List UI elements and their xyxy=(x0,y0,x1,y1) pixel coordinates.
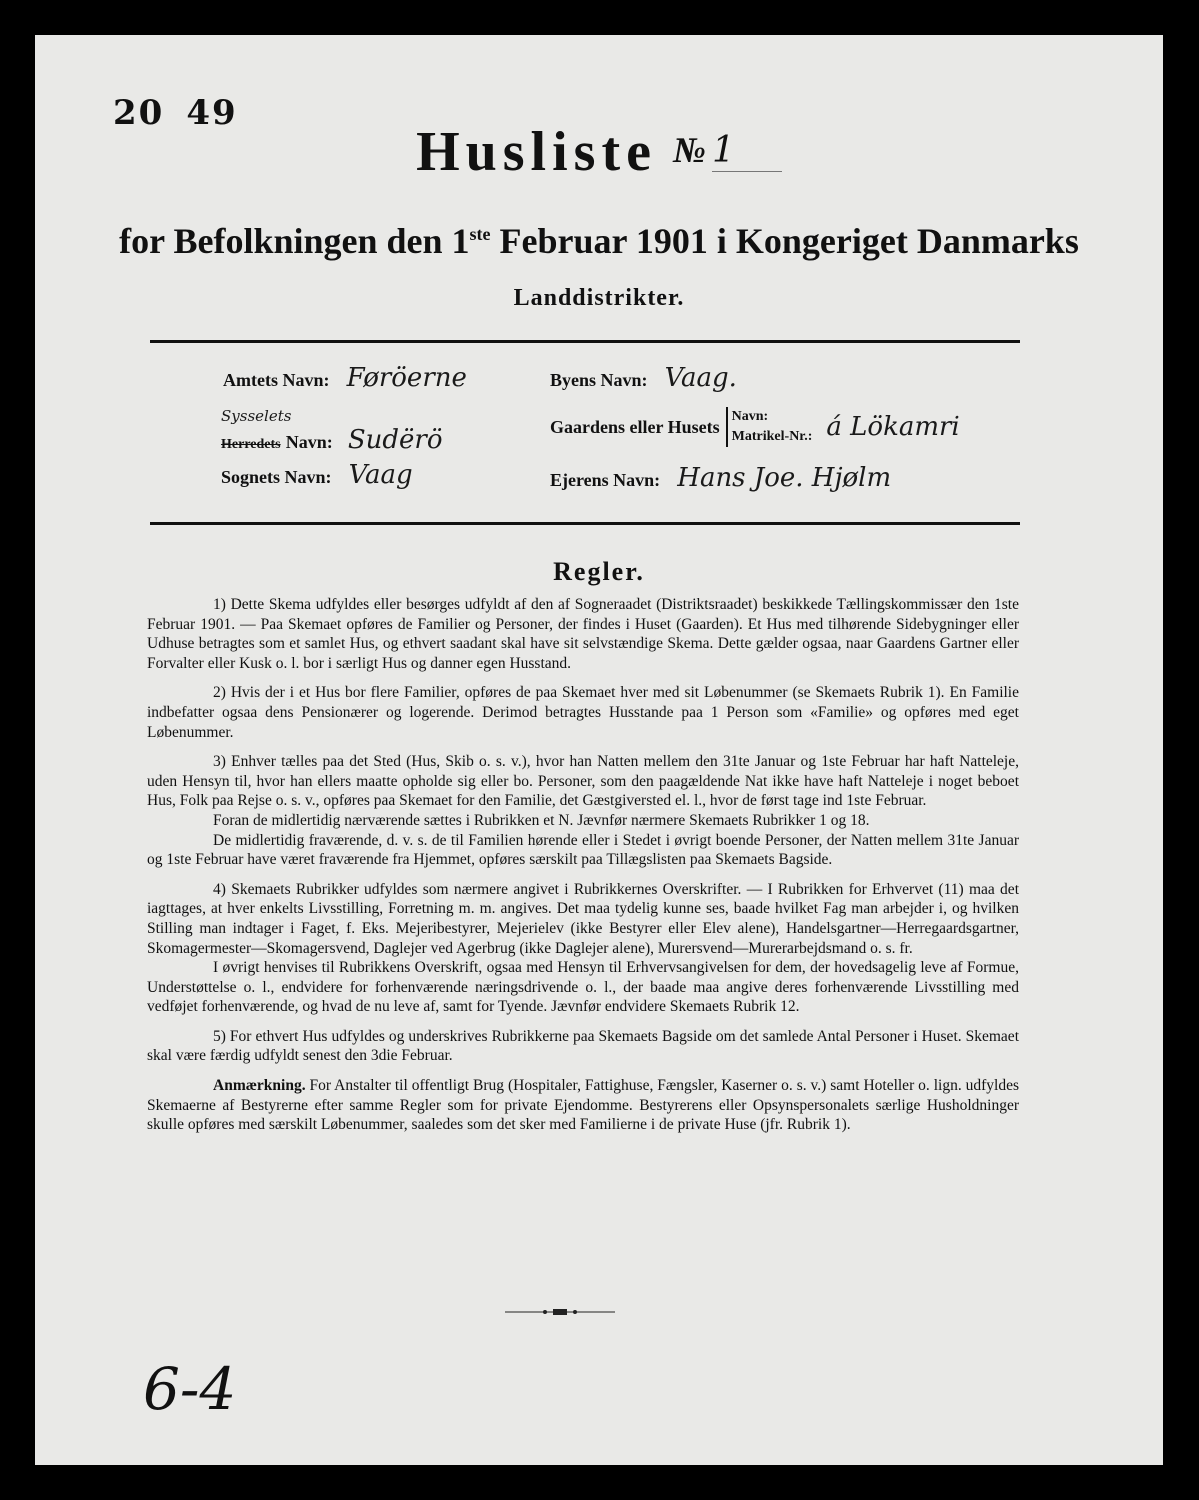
gaard-matrikel-label: Matrikel-Nr.: xyxy=(731,429,813,444)
ejer-value: Hans Joe. Hjølm xyxy=(677,463,892,493)
gaard-navn-label: Navn: xyxy=(731,409,769,424)
ornament-icon xyxy=(505,1306,615,1318)
rules-body xyxy=(147,595,1019,1145)
gaard-label: Gaardens eller Husets xyxy=(550,416,720,437)
number-label: № xyxy=(672,130,706,170)
bottom-handwriting: 6-4 xyxy=(143,1355,237,1423)
rule-2: 2) Hvis der i et Hus bor flere Familier, opføres de paa Skemaet hver med sit Løbenummer (se Skemaets Rubrik 1). En Familie indbefatter ogsaa dens Pensionærer og logerende. Derimod betragtes Husstande paa 1 Person som «Familie» og opføres med eget Løbenummer. xyxy=(147,684,1019,741)
rule-4: 4) Skemaets Rubrikker udfyldes som nærmere angivet i Rubrikkernes Overskrifter. — I Rubrikken for Erhvervet (11) maa det iagttages, at hver enkelts Livsstilling, Forretning m. m. angives. Det maa tydelig kunne ses, baade hvilket Fag man arbejder i, og hvilken Stilling man indtager i Faget, f. Eks. Mejeribestyrer, Mejerielev (ikke Bestyrer eller Elev alene), Handelsgartner—Herregaardsgartner, Skomagermester—Skomagersvend, Daglejer ved Agerbrug (ikke Daglejer alene), Murersvend—Murerarbejdsmand o. s. fr. xyxy=(147,880,1019,957)
district-heading: Landdistrikter. xyxy=(513,285,685,311)
rule-3: 3) Enhver tælles paa det Sted (Hus, Skib o. s. v.), hvor han Natten mellem den 31te Januar og 1ste Februar har haft Natteleje, uden Hensyn til, hvor han ellers maatte opholde sig eller bo. Personer, som den paagældende Nat ikke have haft Natteleje i noget beboet Hus, Folk paa Rejse o. s. v., opføres paa Skemaet for den Familie, det Gæstgiversted el. l., hvor de først tage ind 1ste Februar. xyxy=(147,753,1019,810)
rule-5: 5) For ethvert Hus udfyldes og underskrives Rubrikkerne paa Skemaets Bagside om det samlede Antal Personer i Huset. Skemaet skal være færdig udfyldt senest den 3die Februar. xyxy=(147,1027,1019,1065)
note-label: Anmærkning. xyxy=(213,1077,306,1095)
form-subtitle xyxy=(35,220,1163,262)
census-form xyxy=(35,35,1163,1465)
title-row xyxy=(35,120,1163,184)
form-title: Husliste xyxy=(416,121,657,183)
rule-3-fravaerende: De midlertidig fraværende, d. v. s. de til Familien hørende eller i Stedet i øvrigt boende Personer, der Natten mellem 31te Januar og 1ste Februar have været fraværende fra Hjemmet, opføres særskilt paa Tillægslisten paa Skemaets Bagside. xyxy=(147,831,1019,869)
regler-heading: Regler. xyxy=(553,557,645,586)
amt-value: Føröerne xyxy=(346,363,467,393)
gaard-field xyxy=(550,407,960,447)
ejer-field xyxy=(550,463,891,493)
ref-number-1: 20 xyxy=(113,93,165,133)
herred-value: Sudërö xyxy=(347,425,443,455)
sogn-value: Vaag xyxy=(348,460,413,490)
note-text: For Anstalter til offentligt Brug (Hospitaler, Fattighuse, Fængsler, Kaserner o. s. v.) samt Hoteller o. lign. udfyldes Skemaerne af Bestyrerne efter samme Regler som for private Ejendomme. Bestyrerens eller Opsynspersonalets særlige Husholdninger skulle opføres med særskilt Løbenummer, saaledes som det sker med Familierne i de private Huse (jfr. Rubrik 1). xyxy=(147,1077,1019,1134)
subtitle-post: Februar 1901 i Kongeriget Danmarks xyxy=(490,221,1079,261)
gaard-brace xyxy=(726,407,813,447)
herred-label: Navn: xyxy=(285,432,333,452)
subtitle-sup: ste xyxy=(469,224,491,244)
ref-number-2: 49 xyxy=(186,93,238,133)
divider-top xyxy=(150,340,1020,343)
by-value: Vaag. xyxy=(664,363,737,393)
rule-4-ovrigt: I øvrigt henvises til Rubrikkens Overskrift, ogsaa med Hensyn til Erhvervsangivelsen for dem, der hovedsagelig leve af Formue, Understøttelse o. l., endvidere for forhenværende næringsdrivende o. l., der baade maa angive deres forhenværende Livsstilling med vedføjet forhenværende, og hvad de nu leve af, samt for Tyende. Jævnfør endvidere Skemaets Rubrik 12. xyxy=(147,959,1019,1016)
herred-field xyxy=(221,407,442,455)
sogn-label: Sognets Navn: xyxy=(221,467,332,487)
sogn-field xyxy=(221,460,413,490)
amt-field xyxy=(223,363,467,393)
number-value: 1 xyxy=(712,130,782,172)
rule-3-foran: Foran de midlertidig nærværende sættes i Rubrikken et N. Jævnfør nærmere Skemaets Rubrikker 1 og 18. xyxy=(213,811,870,829)
rule-1: 1) Dette Skema udfyldes eller besørges udfyldt af den af Sogneraadet (Distriktsraadet) beskikkede Tællingskommissær den 1ste Februar 1901. — Paa Skemaet opføres de Familier og Personer, der findes i Huset (Gaarden). Et Hus med tilhørende Sidebygninger eller Udhuse betragtes som et samlet Hus, og ethvert saadant skal have sit selvstændige Skema. Dette gælder ogsaa, naar Gaardens Gartner eller Forvalter eller Kusk o. l. bor i særligt Hus og danner egen Husstand. xyxy=(147,596,1019,672)
gaard-value: á Lökamri xyxy=(826,412,960,442)
note xyxy=(147,1076,1019,1135)
by-label: Byens Navn: xyxy=(550,370,648,390)
amt-label: Amtets Navn: xyxy=(223,370,330,390)
subtitle-pre: for Befolkningen den 1 xyxy=(119,221,470,261)
herred-struck-label: Herredets xyxy=(221,437,281,452)
syssel-handwritten: Sysselets xyxy=(221,407,292,425)
ornament xyxy=(505,1303,615,1322)
ejer-label: Ejerens Navn: xyxy=(550,470,661,490)
by-field xyxy=(550,363,737,393)
divider-bottom xyxy=(150,522,1020,525)
